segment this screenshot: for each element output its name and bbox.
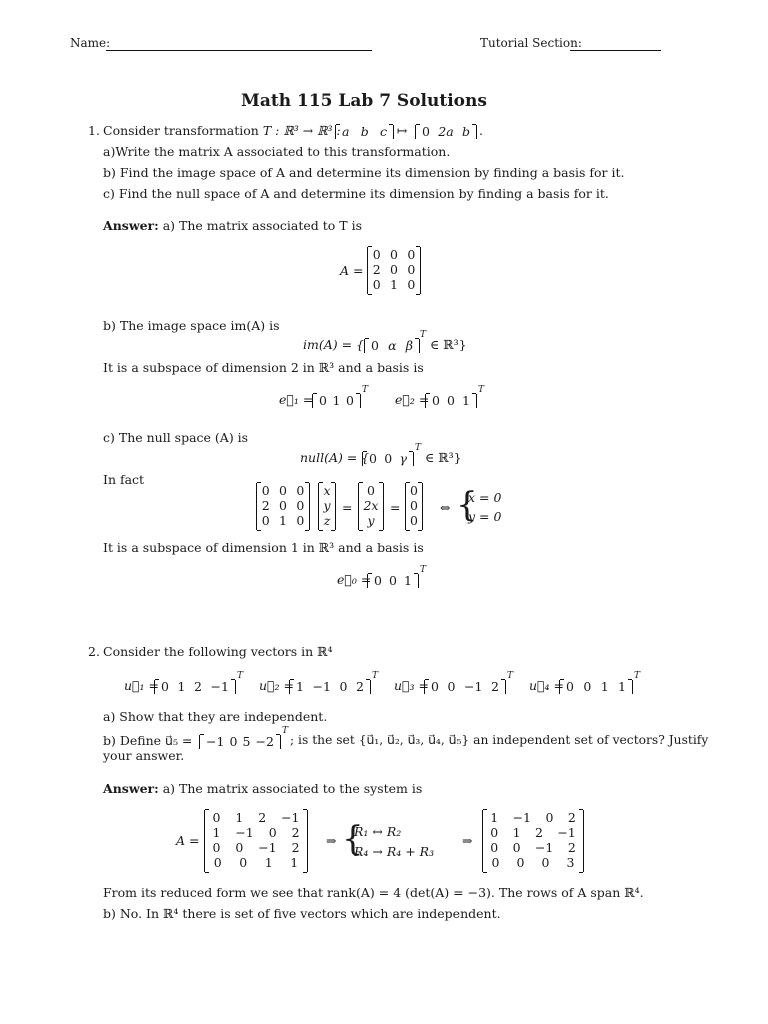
q1-e2-transpose: T <box>478 385 485 395</box>
q1-e1-transpose: T <box>362 385 369 395</box>
q2-answer-a: Answer: a) The matrix associated to the system is <box>103 781 423 796</box>
q1-input-row-vector: a b c <box>335 125 394 139</box>
q1-e1-label: e⃗₁ = <box>279 392 314 407</box>
q2-prompt: Consider the following vectors in ℝ⁴ <box>103 644 333 659</box>
q1-null-right: ∈ ℝ³} <box>425 450 462 465</box>
q2-implies-2: ⇒ <box>462 833 473 848</box>
q1-im-right: ∈ ℝ³} <box>430 337 467 352</box>
q1-fact-sys-2: y = 0 <box>468 509 502 524</box>
q1-answer-a: Answer: a) The matrix associated to T is <box>103 218 363 233</box>
q2-implies-1: ⇒ <box>326 833 337 848</box>
q1-null-transpose: T <box>415 443 422 453</box>
q1-fact-iff: ⇔ <box>440 500 451 515</box>
q1-e2-vector: 0 0 1 <box>425 394 477 408</box>
q2-u2-vector: 1 −1 0 2 <box>289 680 371 694</box>
q2-reduced-text: From its reduced form we see that rank(A) = 4 (det(A) = −3). The rows of A span ℝ⁴. <box>103 885 644 900</box>
tutorial-section-field-line[interactable] <box>570 50 661 51</box>
q2-matrix-reduced: 1 −1 0 2 0 1 2 −1 0 0 −1 2 0 0 0 3 <box>482 810 584 872</box>
name-field-line[interactable] <box>106 50 372 51</box>
q1-part-a: a)Write the matrix A associated to this transformation. <box>103 144 451 159</box>
q1-b-intro: b) The image space im(A) is <box>103 318 280 333</box>
q1-part-c: c) Find the null space of A and determine its dimension by finding a basis for it. <box>103 186 609 201</box>
q1-matrix-a-label: A = <box>340 263 364 278</box>
q2-part-a: a) Show that they are independent. <box>103 709 328 724</box>
q1-e0-label: e⃗₀ = <box>337 572 372 587</box>
q1-e0-vector: 0 0 1 <box>367 574 419 588</box>
q1-prompt-text: Consider transformation <box>103 123 259 138</box>
q1-im-left: im(A) = { <box>303 337 365 352</box>
q2-u5-vector: −1 0 5 −2 <box>199 735 281 749</box>
q1-fact-brace: { <box>456 485 478 525</box>
q2-u4-vector: 0 0 1 1 <box>559 680 633 694</box>
q2-u3-vector: 0 0 −1 2 <box>424 680 506 694</box>
q2-u2-label: u⃗₂ = <box>259 678 295 693</box>
q1-c-dim: It is a subspace of dimension 1 in ℝ³ and a basis is <box>103 540 424 555</box>
q1-prompt <box>103 123 341 138</box>
q1-fact-mid-vector: 0 2x y <box>358 483 384 530</box>
q1-b-dim: It is a subspace of dimension 2 in ℝ³ and a basis is <box>103 360 424 375</box>
q2-op-1: R₁ ↔ R₂ <box>354 824 402 839</box>
q2-u4-transpose: T <box>634 671 641 681</box>
name-label: Name: <box>70 36 111 50</box>
q2-u2-transpose: T <box>372 671 379 681</box>
q2-u1-label: u⃗₁ = <box>124 678 160 693</box>
q1-output-row-vector: 0 2a b <box>415 125 477 139</box>
q2-matrix-a-label: A = <box>176 833 200 848</box>
q1-null-vector: 0 0 γ <box>362 452 414 466</box>
q1-number: 1. <box>88 123 100 138</box>
q1-fact-eq1: = <box>342 500 353 515</box>
q1-fact-matrix: 0 0 0 2 0 0 0 1 0 <box>256 483 310 530</box>
q2-matrix-a: 0 1 2 −1 1 −1 0 2 0 0 −1 2 0 0 1 1 <box>204 810 308 872</box>
q1-map-text: T : ℝ³ → ℝ³ : <box>262 123 341 138</box>
q2-part-b-post: ; is the set {u⃗₁, u⃗₂, u⃗₃, u⃗₄, u⃗₅} an independent set of vectors? Justify <box>290 733 709 747</box>
q2-part-b-cont: your answer. <box>103 748 185 763</box>
q1-maps-to: ↦ <box>397 123 408 138</box>
q1-part-b: b) Find the image space of A and determine its dimension by finding a basis for it. <box>103 165 625 180</box>
tutorial-section-label: Tutorial Section: <box>480 36 582 50</box>
q1-in-fact: In fact <box>103 472 145 487</box>
q1-im-vector: 0 α β <box>364 339 420 353</box>
q1-e2-label: e⃗₂ = <box>395 392 430 407</box>
q1-null-left: null(A) = { <box>300 450 370 465</box>
q2-part-b-pre: b) Define u⃗₅ = <box>103 733 193 748</box>
q1-fact-sys-1: x = 0 <box>468 490 502 505</box>
q1-im-transpose: T <box>420 330 427 340</box>
page-title: Math 115 Lab 7 Solutions <box>241 91 487 111</box>
q2-u1-vector: 0 1 2 −1 <box>154 680 236 694</box>
q2-u4-label: u⃗₄ = <box>529 678 565 693</box>
q2-number: 2. <box>88 644 100 659</box>
q1-matrix-a: 0 0 0 2 0 0 0 1 0 <box>367 247 421 294</box>
q2-u1-transpose: T <box>237 671 244 681</box>
q1-fact-zero-vector: 0 0 0 <box>405 483 423 530</box>
q2-u3-label: u⃗₃ = <box>394 678 430 693</box>
q2-u3-transpose: T <box>507 671 514 681</box>
q1-e1-vector: 0 1 0 <box>312 394 361 408</box>
q2-answer-b: b) No. In ℝ⁴ there is set of five vectors which are independent. <box>103 906 501 921</box>
q1-period: . <box>479 123 483 138</box>
q2-op-2: R₄ → R₄ + R₃ <box>354 844 435 859</box>
q2-ops-brace: { <box>342 819 364 859</box>
q1-fact-xyz-vector: x y z <box>318 483 336 530</box>
q1-e0-transpose: T <box>420 565 427 575</box>
q2-u5-transpose: T <box>282 726 289 736</box>
q1-fact-eq2: = <box>390 500 401 515</box>
q1-c-intro: c) The null space (A) is <box>103 430 249 445</box>
